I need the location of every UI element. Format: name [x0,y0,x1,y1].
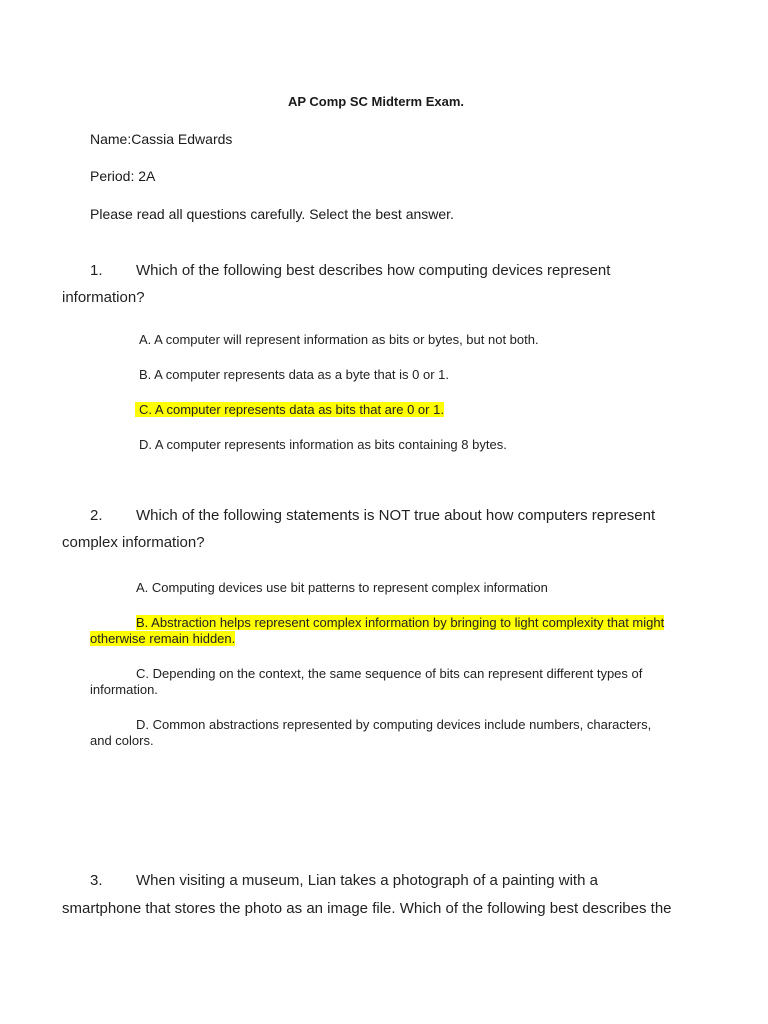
option-b [139,367,449,382]
page-title: AP Comp SC Midterm Exam. [287,94,465,109]
option-text-highlighted: otherwise remain hidden. [90,631,236,646]
question-number: 1. [90,262,103,279]
option-text-highlighted: C. A computer represents data as bits that are 0 or 1. [135,402,444,417]
question-text-line2: information? [62,289,145,306]
option-c-selected [135,402,444,417]
option-text: information. [90,682,158,697]
question-number: 2. [90,507,103,524]
question-text-line2: smartphone that stores the photo as an image file. Which of the following best describes the [62,900,672,917]
option-text-highlighted: B. Abstraction helps represent complex information by bringing to light complexity that might [136,615,665,630]
instructions: Please read all questions carefully. Select the best answer. [90,206,454,222]
question-text-line1: Which of the following statements is NOT true about how computers represent [136,507,656,524]
option-text: D. Common abstractions represented by computing devices include numbers, characters, [136,717,652,732]
student-name: Name:Cassia Edwards [90,131,233,147]
question-text-line1: When visiting a museum, Lian takes a photograph of a painting with a [136,872,598,889]
option-text: C. Depending on the context, the same sequence of bits can represent different types of [136,666,643,681]
option-text: D. A computer represents information as bits containing 8 bytes. [139,437,507,452]
question-number: 3. [90,872,103,889]
period: Period: 2A [90,168,156,184]
option-text: A. A computer will represent information as bits or bytes, but not both. [139,332,539,347]
option-a: A. Computing devices use bit patterns to represent complex information [136,580,548,595]
option-text: and colors. [90,733,154,748]
question-text-line1: Which of the following best describes how computing devices represent [136,262,611,279]
option-d [139,437,507,452]
question-text-line2: complex information? [62,534,205,551]
option-text: B. A computer represents data as a byte that is 0 or 1. [139,367,450,382]
option-a [139,332,539,347]
